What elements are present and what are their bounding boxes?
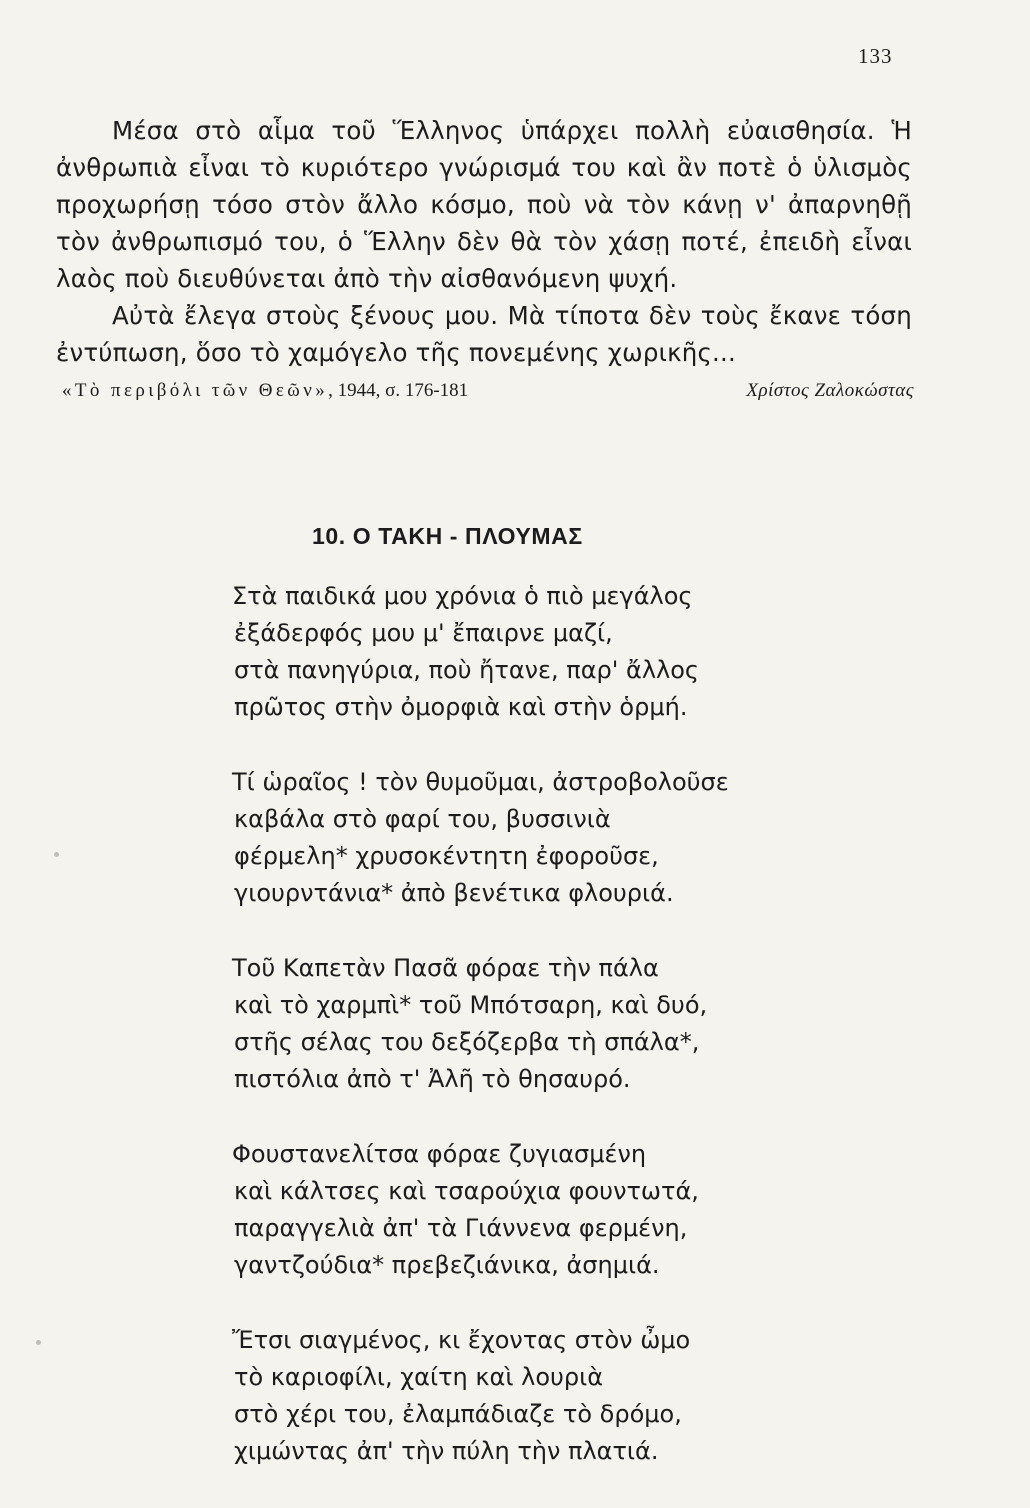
citation-author: Χρίστος Ζαλοκώστας xyxy=(746,380,914,401)
poem-line: Τοῦ Καπετὰν Πασᾶ φόραε τὴν πάλα xyxy=(232,954,659,982)
poem-line: ἐξάδερφός μου μ' ἔπαιρνε μαζί, xyxy=(234,619,613,647)
prose-line: Μέσα στὸ αἷμα τοῦ Ἕλληνος ὑπάρχει πολλὴ εὐαισθησία. Ἡ xyxy=(112,116,912,145)
poem-line: πρῶτος στὴν ὀμορφιὰ καὶ στὴν ὁρμή. xyxy=(234,693,688,721)
poem-line: Στὰ παιδικά μου χρόνια ὁ πιὸ μεγάλος xyxy=(232,582,693,610)
prose-line: Αὐτὰ ἔλεγα στοὺς ξένους μου. Μὰ τίποτα δὲν τοὺς ἔκανε τόση xyxy=(112,301,912,330)
poem-line: στὸ χέρι του, ἐλαμπάδιαζε τὸ δρόμο, xyxy=(234,1400,682,1428)
paper-speck xyxy=(36,1340,41,1345)
poem-line: Φουστανελίτσα φόραε ζυγιασμένη xyxy=(232,1140,647,1168)
poem-line: γιουρντάνια* ἀπὸ βενέτικα φλουριά. xyxy=(234,879,674,907)
poem-line: Τί ὡραῖος ! τὸν θυμοῦμαι, ἀστροβολοῦσε xyxy=(232,768,729,796)
poem-stanza xyxy=(232,1322,792,1470)
poem-line: πιστόλια ἀπὸ τ' Ἀλῆ τὸ θησαυρό. xyxy=(234,1065,631,1093)
poem-line: καὶ τὸ χαρμπὶ* τοῦ Μπότσαρη, καὶ δυό, xyxy=(234,991,708,1019)
poem-stanza xyxy=(232,578,792,726)
poem xyxy=(232,578,792,1508)
citation-source xyxy=(62,380,468,402)
poem-line: στὰ πανηγύρια, ποὺ ἤτανε, παρ' ἄλλος xyxy=(234,656,700,684)
prose-line: τὸν ἀνθρωπισμό του, ὁ Ἕλλην δὲν θὰ τὸν χάσῃ ποτέ, ἐπειδὴ εἶναι xyxy=(56,227,912,256)
prose-line: ἐντύπωση, ὅσο τὸ χαμόγελο τῆς πονεμένης χωρικῆς... xyxy=(56,338,737,367)
prose-line: προχωρήσῃ τόσο στὸν ἄλλο κόσμο, ποὺ νὰ τὸν κάνῃ ν' ἀπαρνηθῇ xyxy=(56,190,912,219)
citation-title: «Τὸ περιβόλι τῶν Θεῶν» xyxy=(62,380,329,401)
source-citation xyxy=(62,380,914,402)
poem-stanza xyxy=(232,764,792,912)
poem-line: Ἔτσι σιαγμένος, κι ἔχοντας στὸν ὦμο xyxy=(232,1326,691,1354)
poem-line: καὶ κάλτσες καὶ τσαρούχια φουντωτά, xyxy=(234,1177,699,1205)
poem-line: χιμώντας ἀπ' τὴν πύλη τὴν πλατιά. xyxy=(234,1437,659,1465)
page-number: 133 xyxy=(858,44,893,68)
poem-heading: 10. Ο ΤΑΚΗ - ΠΛΟΥΜΑΣ xyxy=(312,523,583,549)
poem-line: τὸ καριοφίλι, χαίτη καὶ λουριὰ xyxy=(234,1363,604,1391)
poem-line: γαντζούδια* πρεβεζιάνικα, ἀσημιά. xyxy=(234,1251,660,1279)
poem-line: παραγγελιὰ ἀπ' τὰ Γιάννενα φερμένη, xyxy=(234,1214,688,1242)
prose-line: ἀνθρωπιὰ εἶναι τὸ κυριότερο γνώρισμά του καὶ ἂν ποτὲ ὁ ὑλισμὸς xyxy=(56,153,912,182)
poem-stanza xyxy=(232,950,792,1098)
poem-line: καβάλα στὸ φαρί του, βυσσινιὰ xyxy=(234,805,611,833)
poem-stanza xyxy=(232,1136,792,1284)
poem-line: φέρμελη* χρυσοκέντητη ἐφοροῦσε, xyxy=(234,842,659,870)
poem-line: στῆς σέλας του δεξόζερβα τὴ σπάλα*, xyxy=(234,1028,700,1056)
prose-line: λαὸς ποὺ διευθύνεται ἀπὸ τὴν αἰσθανόμενη ψυχή. xyxy=(56,264,678,293)
prose-passage xyxy=(56,112,912,371)
paper-speck xyxy=(54,852,59,857)
citation-details: , 1944, σ. 176-181 xyxy=(328,380,469,401)
